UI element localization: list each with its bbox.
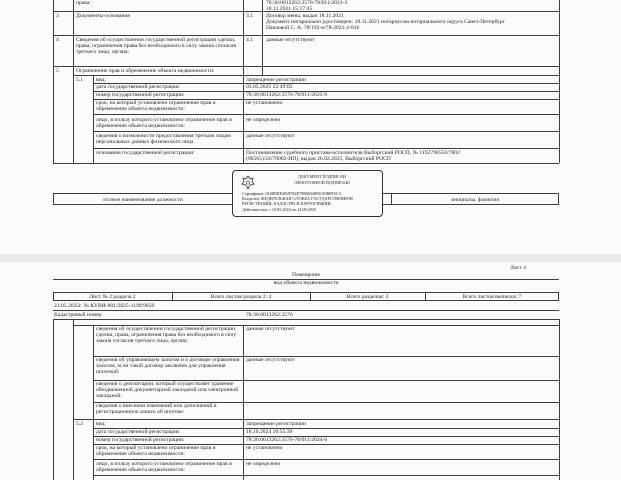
stamp-line: Сертификат: 0168DBF2B2FD2E79B6E60F00A9B8F5C4 bbox=[242, 192, 341, 196]
row-label: Сведения об осуществлении государственной регистрации сделки, права, ограничения права без необходимого в силу закона согласия третьего лица, органа: bbox=[76, 37, 236, 56]
table-border bbox=[93, 475, 559, 476]
row-value: данные отсутствуют bbox=[266, 37, 315, 43]
row-subnumber: 3.1 bbox=[246, 13, 253, 19]
restriction-label: лицо, в пользу которого установлено ограничение прав и обременение объекта недвижимости: bbox=[96, 117, 232, 130]
encumbrance-label: сведения о депозитарии, который осуществляет хранение обездвиженной документарной закладной или электронной закладной: bbox=[96, 381, 239, 400]
row-label: Документы-основания bbox=[76, 13, 130, 19]
restriction-value: 03.05.2025 22:49:05 bbox=[246, 84, 293, 90]
stamp-line: Владелец: ФЕДЕРАЛЬНАЯ СЛУЖБА ГОСУДАРСТВЕННОЙ bbox=[242, 197, 353, 201]
electronic-signature-stamp bbox=[232, 170, 383, 217]
restriction-label: вид: bbox=[96, 421, 107, 427]
row-subnumber: 5.2 bbox=[76, 421, 83, 427]
row-value: 78:36:0013262:3576-78/011/2021-3 18.11.2021 15:17:45 bbox=[266, 0, 348, 13]
sheet-number: Лист 4 bbox=[510, 265, 526, 271]
row-subnumber: 5.1 bbox=[76, 77, 83, 83]
cadastral-value: 78:36:0013262:3576 bbox=[246, 311, 293, 318]
table-border bbox=[73, 319, 74, 480]
encumbrance-value: данные отсутствуют bbox=[246, 357, 295, 363]
restriction-label: срок, на который установлено ограничение прав и обременение объекта недвижимости: bbox=[96, 100, 216, 113]
restriction-label: срок, на который установлено ограничение прав и обременение объекта недвижимости: bbox=[96, 445, 216, 458]
table-border bbox=[93, 75, 94, 163]
table-border bbox=[93, 114, 559, 115]
table-border bbox=[53, 11, 559, 12]
row-number: 4 bbox=[56, 37, 59, 43]
restriction-value: 18.10.2024 10:55:39 bbox=[246, 429, 293, 435]
restriction-value: не определено bbox=[246, 117, 281, 123]
table-border bbox=[53, 319, 54, 480]
restriction-label: сведения о возможности предоставления третьим лицам персональных данных физического лица bbox=[96, 133, 231, 146]
restriction-value: 78:36:0013262:3576-78/011/2025-9 bbox=[246, 92, 328, 98]
row-value: Договор мены, выдан 18.11.2021 Документ нотариально удостоверен: 18.11.2021 нотариусом нотариального округа Санкт-Петербург Павловой С. А. 78/192-н/78-2021-2-816 bbox=[266, 13, 506, 32]
sheet-meta: Лист № 2 раздела 2 bbox=[89, 293, 136, 300]
encumbrance-label: сведения о внесении изменений или дополнений в регистрационную запись об ипотеке: bbox=[96, 403, 217, 416]
row-label: Ограничение прав и обременение объекта недвижимости: bbox=[76, 67, 215, 74]
restriction-basis: Постановление судебного пристава-исполнителя Выборгский РОСП, № 1192790558/7802 (90565)/24/78002-ИП), выдан 26.02.2025, Выборгский РОСП bbox=[246, 150, 460, 163]
encumbrance-label: сведения об управляющем залогом и о договоре управления залогом, если такой договор заключен для управления ипотекой: bbox=[96, 357, 240, 376]
table-border bbox=[559, 319, 560, 480]
table-border bbox=[53, 163, 559, 164]
object-heading: Помещение bbox=[291, 272, 320, 278]
table-border bbox=[559, 0, 560, 163]
row-number: 3 bbox=[56, 13, 59, 19]
table-border bbox=[93, 148, 559, 149]
encumbrance-value: данные отсутствуют bbox=[246, 326, 295, 332]
table-border bbox=[243, 75, 244, 163]
row-label: права: bbox=[76, 0, 91, 6]
restriction-value: не определено bbox=[246, 461, 281, 467]
document-page-lower bbox=[0, 262, 621, 480]
table-border bbox=[93, 131, 559, 132]
emblem-icon bbox=[241, 175, 255, 190]
restriction-value: Запрещение регистрации bbox=[246, 421, 306, 427]
table-border bbox=[53, 35, 559, 36]
table-border bbox=[73, 419, 559, 420]
row-subnumber: 4.1 bbox=[246, 37, 253, 43]
table-border bbox=[73, 75, 559, 76]
restriction-label: основание государственной регистрации: bbox=[96, 150, 195, 156]
object-subheading: вид объекта недвижимости bbox=[273, 280, 339, 286]
restriction-label: дата государственной регистрации: bbox=[96, 429, 181, 435]
sheet-meta: Всего разделов: 3 bbox=[346, 293, 389, 300]
restriction-value: не установлено bbox=[246, 100, 283, 106]
signature-name-label: инициалы, фамилия bbox=[451, 197, 499, 203]
table-border bbox=[73, 75, 74, 163]
table-border bbox=[93, 459, 559, 460]
sheet-meta: Всего листов выписки: 7 bbox=[462, 293, 522, 300]
row-number: 5 bbox=[56, 67, 59, 74]
stamp-line: ЭЛЕКТРОННОЙ ПОДПИСЬЮ bbox=[293, 181, 351, 185]
table-border bbox=[53, 319, 559, 320]
restriction-label: номер государственной регистрации: bbox=[96, 437, 185, 443]
stamp-line: ДОКУМЕНТ ПОДПИСАН bbox=[298, 175, 346, 179]
table-border bbox=[53, 0, 54, 163]
sheet-meta: Всего листов раздела 2: 4 bbox=[210, 293, 272, 300]
restriction-value: Запрещение регистрации bbox=[246, 77, 306, 83]
stamp-line: Действителен: с 10.05.2024 по 24.08.2025 bbox=[242, 208, 317, 212]
restriction-value: не установлено bbox=[246, 445, 283, 451]
stamp-line: РЕГИСТРАЦИИ, КАДАСТРА И КАРТОГРАФИИ bbox=[242, 202, 331, 206]
restriction-label: вид: bbox=[96, 77, 107, 83]
restriction-value: 78:36:0013262:3576-78/011/2024-6 bbox=[246, 437, 328, 443]
restriction-label: дата государственной регистрации: bbox=[96, 84, 181, 90]
restriction-value: данные отсутствуют bbox=[246, 133, 295, 139]
encumbrance-label: сведения об осуществлении государственной регистрации сделки, права, ограничения права без необходимого в силу закона согласия третьего лица, органа: bbox=[96, 326, 237, 345]
restriction-label: лицо, в пользу которого установлено ограничение прав и обременение объекта недвижимости: bbox=[96, 461, 232, 474]
restriction-label: номер государственной регистрации: bbox=[96, 92, 185, 98]
extract-reference: 23.05.2025г. № КУВИ-001/2025-1199/9050 bbox=[54, 303, 155, 309]
cadastral-label: Кадастровый номер: bbox=[54, 311, 103, 318]
signature-position-label: полное наименование должности bbox=[103, 197, 183, 203]
